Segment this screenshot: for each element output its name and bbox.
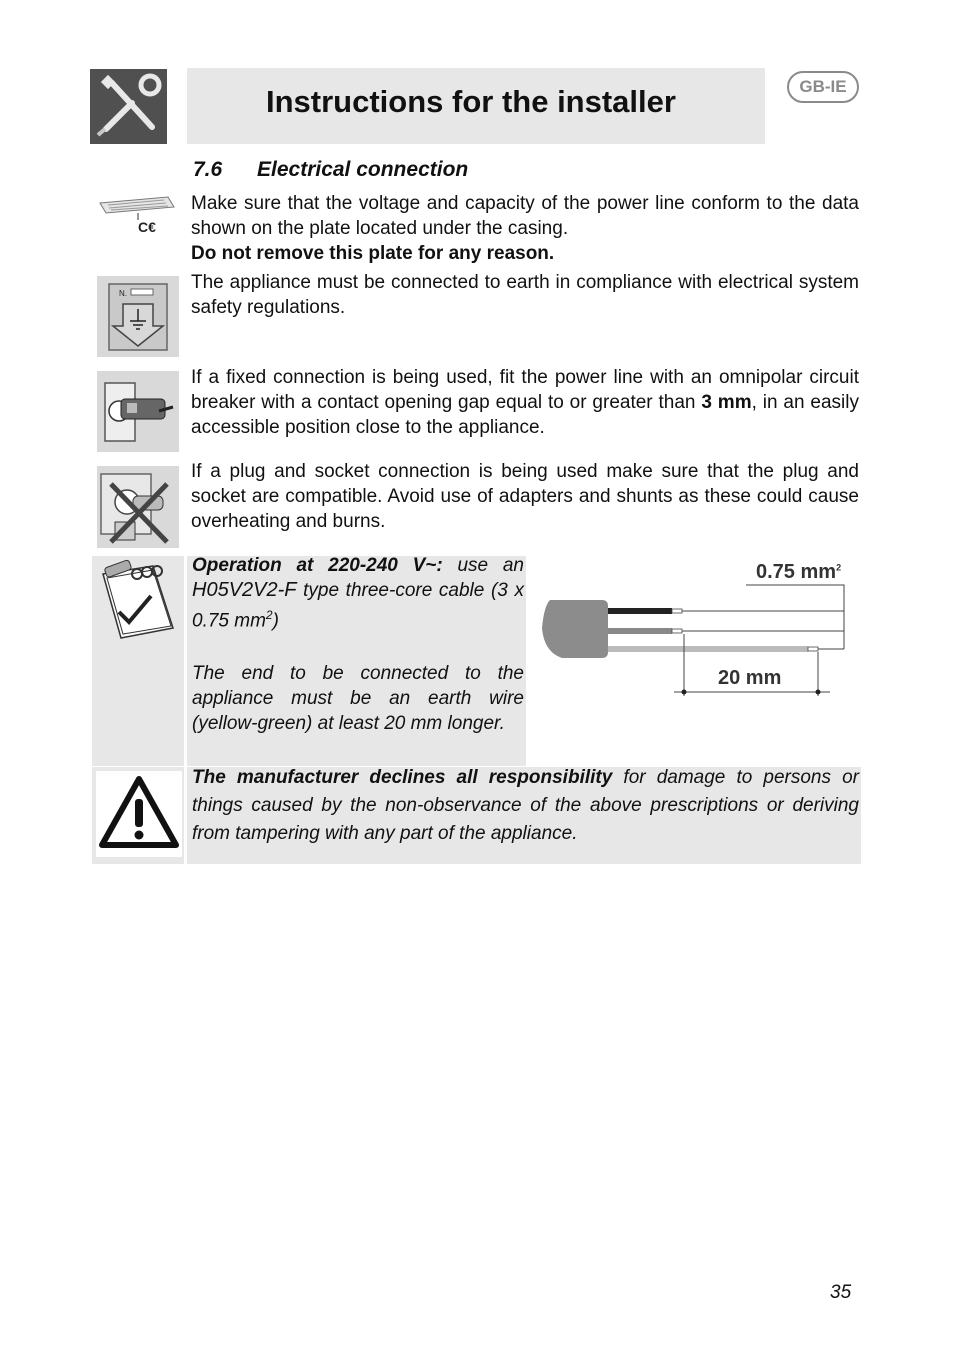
svg-text:C€: C€ (138, 219, 156, 235)
no-adapter-icon (97, 466, 179, 548)
notepad-check-icon (97, 558, 181, 642)
cable-section-label: 0.75 $mm^2$ (756, 561, 842, 583)
warning-paragraph: The manufacturer declines all responsibility for damage to persons or things caused by the non-observance of the above prescriptions or deriving from tampering with any part of the appliance. (192, 767, 859, 844)
cable-type: H05V2V2-F (192, 579, 297, 601)
plate-warning: Do not remove this plate for any reason. (191, 243, 555, 264)
circuit-breaker-icon (97, 371, 179, 452)
language-badge: GB-IE (787, 71, 859, 103)
plug-paragraph: If a plug and socket connection is being used make sure that the plug and socket are compatible. Avoid use of adapters and shunts as these could cause overheating and burns. (191, 461, 859, 532)
section-title: Electrical connection (257, 158, 469, 181)
operation-voltage: Operation at 220-240 V~: (192, 555, 443, 576)
earth-ground-icon (97, 276, 179, 357)
warning-bold: The manufacturer declines all responsibility (192, 767, 613, 788)
earth-length-label: 20 mm (718, 667, 782, 689)
earth-paragraph: The appliance must be connected to earth in compliance with electrical system safety regulations. (191, 272, 859, 318)
gap-value: 3 mm (701, 392, 752, 413)
rating-plate-icon (94, 193, 178, 237)
section-heading (193, 158, 468, 182)
page-number: 35 (830, 1282, 852, 1303)
tools-icon (90, 69, 167, 144)
svg-text:N.: N. (119, 289, 127, 298)
breaker-paragraph: If a fixed connection is being used, fit the power line with an omnipolar circuit breaker with a contact opening gap equal to or greater than 3 mm, in an easily accessible position close to the appliance. (191, 367, 859, 438)
page-title: Instructions for the installer (266, 84, 676, 119)
plate-paragraph: Make sure that the voltage and capacity of the power line conform to the data shown on the plate located under the casing. Do not remove this plate for any reason. (191, 193, 859, 264)
earth-wire-paragraph: The end to be connected to the appliance must be an earth wire (yellow-green) at least 20 mm longer. (192, 663, 524, 734)
warning-triangle-icon (96, 771, 182, 857)
operation-paragraph: Operation at 220-240 V~: use an H05V2V2-F type three-core cable (3 x 0.75 $mm^2$) (192, 555, 524, 632)
section-number: 7.6 (193, 158, 223, 181)
